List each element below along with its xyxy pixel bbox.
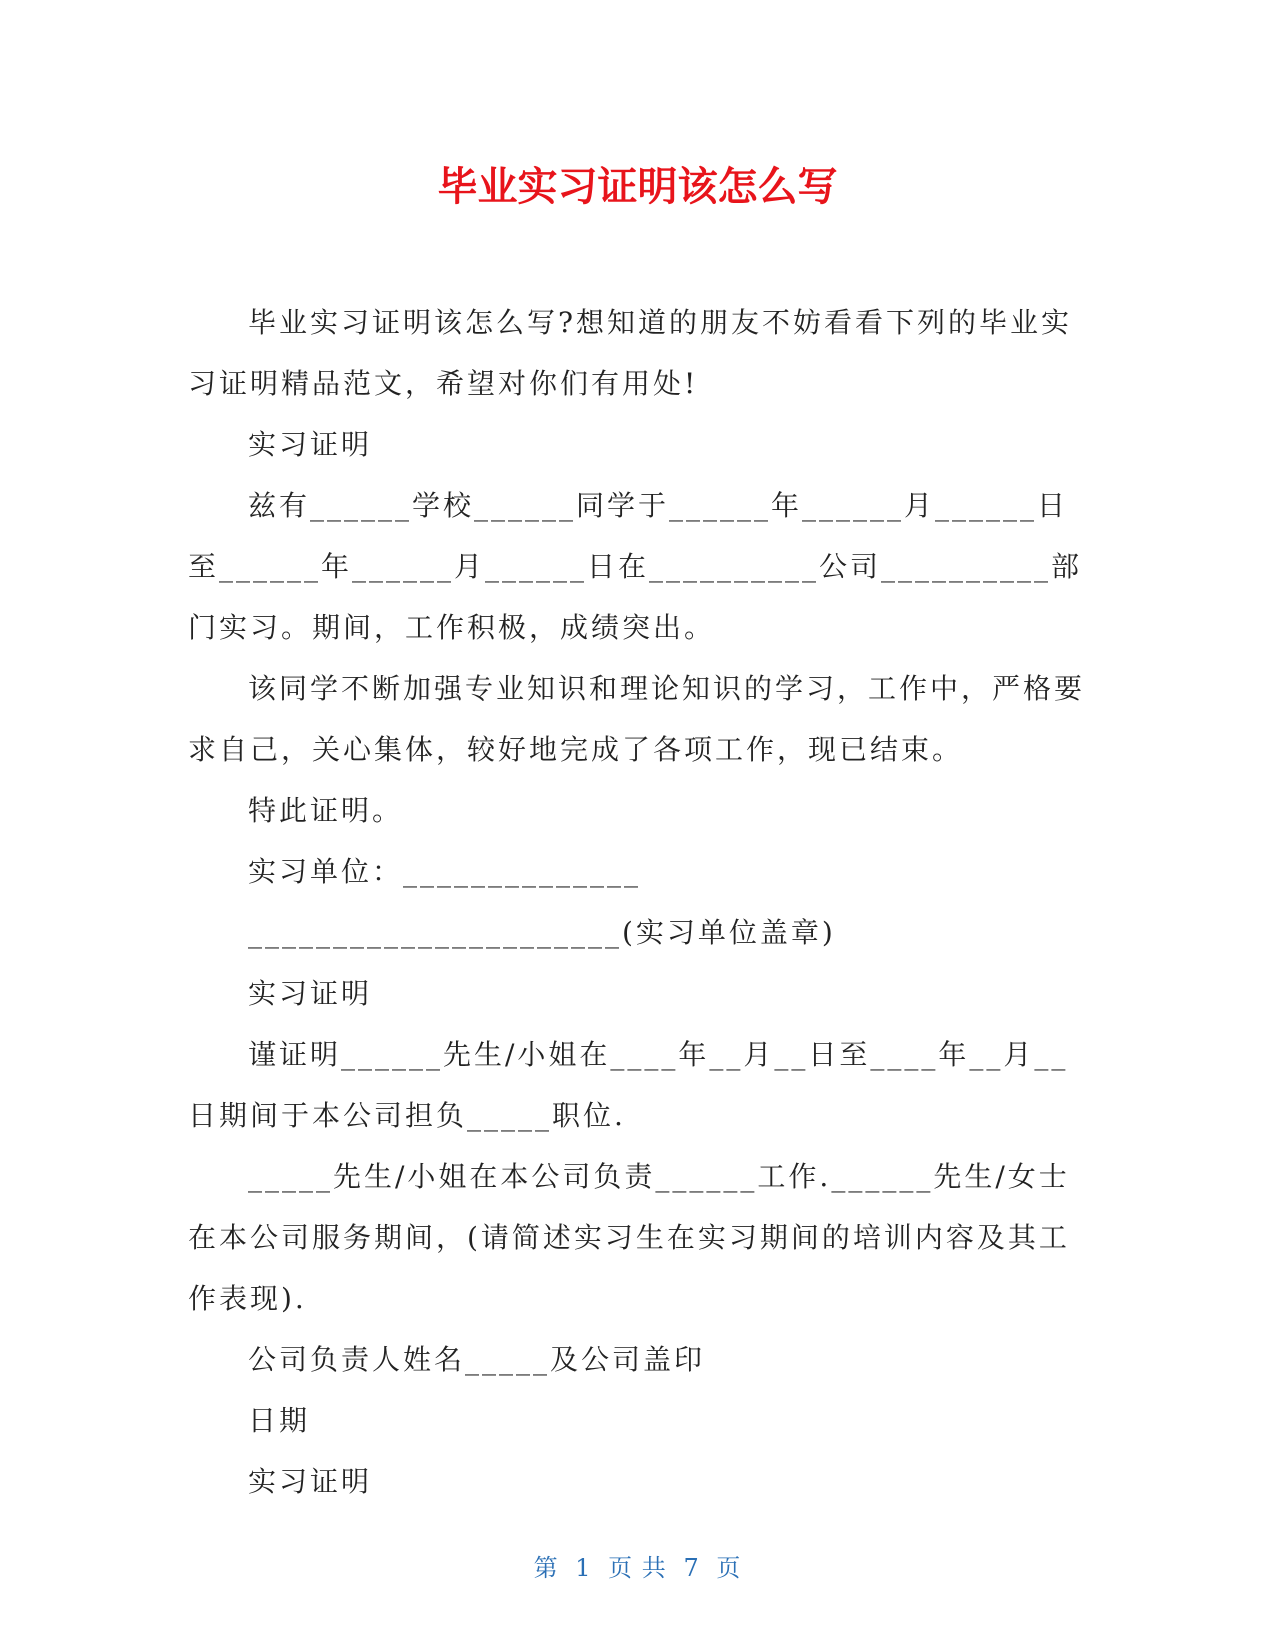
- footer-page-total: 7: [683, 1554, 700, 1582]
- document-title: 毕业实习证明该怎么写: [437, 164, 838, 210]
- footer-middle: 页 共: [608, 1554, 667, 1582]
- paragraph-heading-2: 实习证明: [248, 977, 373, 1010]
- paragraph-heading-3: 实习证明: [248, 1465, 373, 1498]
- paragraph-seal: ______________________(实习单位盖章): [248, 916, 836, 949]
- document-body: [188, 292, 1088, 1512]
- footer-suffix: 页: [716, 1554, 742, 1582]
- footer-page-current: 1: [575, 1554, 592, 1582]
- paragraph-evaluation: 该同学不断加强专业知识和理论知识的学习，工作中，严格要求自己，关心集体，较好地完成了各项工作，现已结束。: [188, 672, 1086, 766]
- footer-prefix: 第: [533, 1554, 559, 1582]
- page-footer: [0, 1548, 1275, 1583]
- paragraph-intro: 毕业实习证明该怎么写?想知道的朋友不妨看看下列的毕业实习证明精品范文，希望对你们有用处!: [188, 306, 1073, 400]
- paragraph-template-1: 兹有______学校______同学于______年______月______日至______年______月______日在__________公司__________部门实习。期间，工作积极，成绩突出。: [188, 489, 1083, 644]
- paragraph-date: 日期: [248, 1404, 311, 1437]
- paragraph-template-2: 谨证明______先生/小姐在____年__月__日至____年__月__日期间于本公司担负_____职位.: [188, 1038, 1069, 1132]
- paragraph-unit: 实习单位：______________: [248, 855, 642, 888]
- paragraph-template-3: _____先生/小姐在本公司负责______工作.______先生/女士在本公司服务期间，(请简述实习生在实习期间的培训内容及其工作表现).: [188, 1160, 1070, 1315]
- paragraph-certify: 特此证明。: [248, 794, 404, 827]
- paragraph-heading-1: 实习证明: [248, 428, 373, 461]
- paragraph-signature: 公司负责人姓名_____及公司盖印: [248, 1343, 706, 1376]
